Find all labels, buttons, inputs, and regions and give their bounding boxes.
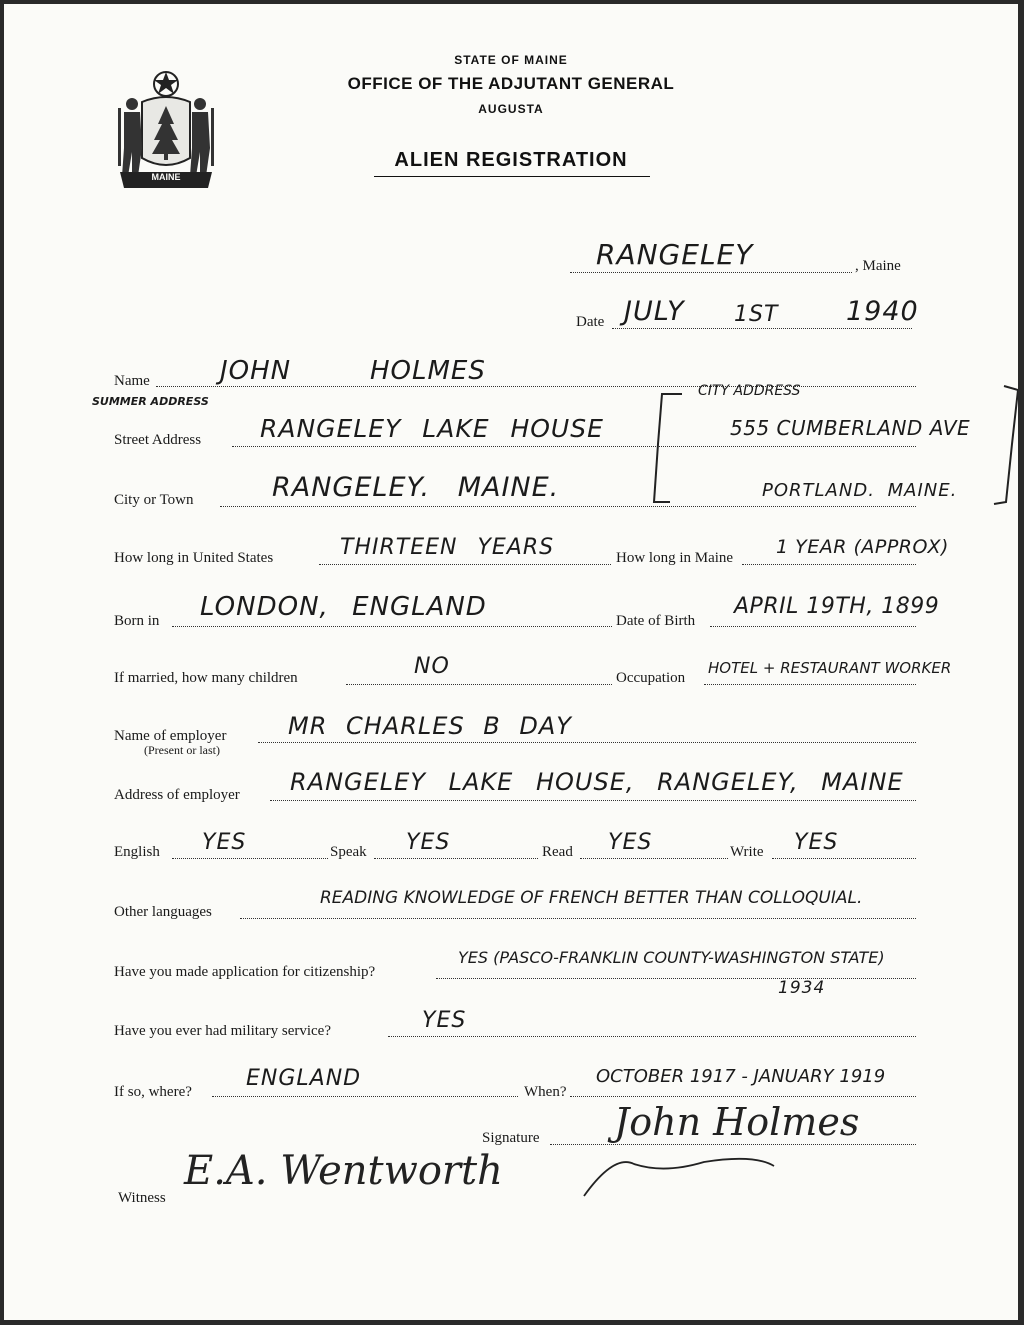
speak-value: YES — [406, 830, 451, 855]
signature-flourish — [574, 1144, 814, 1204]
dob-line — [710, 626, 916, 627]
other-lang-label: Other languages — [114, 904, 212, 920]
city-value: RANGELEY. MAINE. — [272, 472, 560, 503]
maine-long-label: How long in Maine — [616, 550, 734, 566]
employer-addr-value: RANGELEY LAKE HOUSE, RANGELEY, MAINE — [290, 768, 904, 796]
employer-addr-label: Address of employer — [114, 787, 240, 803]
citizenship-value: YES (PASCO-FRANKLIN COUNTY-WASHINGTON STATE) — [458, 948, 885, 967]
write-value: YES — [794, 830, 839, 855]
english-value: YES — [202, 830, 247, 855]
city-address-tag: CITY ADDRESS — [698, 383, 801, 399]
military-value: YES — [422, 1008, 467, 1033]
dob-label: Date of Birth — [616, 613, 696, 629]
date-day: 1ST — [734, 302, 779, 327]
seal-banner-text: MAINE — [151, 172, 181, 182]
occupation-value: HOTEL + RESTAURANT WORKER — [708, 659, 952, 677]
us-long-value: THIRTEEN YEARS — [340, 535, 555, 560]
write-label: Write — [730, 844, 764, 860]
employer-line — [258, 742, 916, 743]
born-line — [172, 626, 612, 627]
read-label: Read — [542, 844, 573, 860]
employer-note: (Present or last) — [144, 743, 220, 757]
city-label: City or Town — [114, 492, 194, 508]
town-line — [570, 272, 852, 273]
speak-label: Speak — [330, 844, 367, 860]
date-line — [612, 328, 912, 329]
us-long-line — [319, 564, 611, 565]
children-label: If married, how many children — [114, 670, 298, 686]
citizenship-line — [436, 978, 916, 979]
other-lang-value: READING KNOWLEDGE OF FRENCH BETTER THAN COLLOQUIAL. — [320, 888, 863, 908]
name-first: JOHN — [220, 356, 292, 386]
header-office: OFFICE OF THE ADJUTANT GENERAL — [347, 74, 675, 93]
citizenship-year: 1934 — [778, 978, 826, 998]
children-line — [346, 684, 612, 685]
street-label: Street Address — [114, 432, 202, 448]
town-value: RANGELEY — [596, 238, 754, 271]
english-line — [172, 858, 328, 859]
read-value: YES — [608, 830, 653, 855]
maine-long-line — [742, 564, 916, 565]
employer-label: Name of employer — [114, 728, 227, 744]
where-line — [212, 1096, 518, 1097]
title-underline — [374, 176, 650, 177]
when-label: When? — [524, 1084, 567, 1100]
dob-value: APRIL 19TH, 1899 — [734, 594, 940, 619]
where-value: ENGLAND — [246, 1066, 362, 1091]
signature-label: Signature — [482, 1130, 540, 1146]
military-label: Have you ever had military service? — [114, 1023, 331, 1039]
born-label: Born in — [114, 613, 160, 629]
city-city-value: PORTLAND. MAINE. — [762, 480, 958, 501]
date-month: JULY — [624, 296, 685, 327]
occupation-line — [704, 684, 916, 685]
witness-value: E.A. Wentworth — [184, 1148, 503, 1194]
street-value: RANGELEY LAKE HOUSE — [260, 414, 604, 443]
name-last: HOLMES — [370, 356, 486, 386]
date-year: 1940 — [846, 296, 919, 327]
when-line — [570, 1096, 916, 1097]
form-title: ALIEN REGISTRATION — [394, 149, 628, 171]
write-line — [772, 858, 916, 859]
alien-registration-form — [4, 4, 1018, 1320]
employer-addr-line — [270, 800, 916, 801]
read-line — [580, 858, 728, 859]
children-value: NO — [414, 654, 450, 679]
us-long-label: How long in United States — [114, 550, 274, 566]
signature-value: John Holmes — [614, 1100, 860, 1144]
address-brackets — [644, 384, 1018, 514]
occupation-label: Occupation — [616, 670, 686, 686]
english-label: English — [114, 844, 160, 860]
maine-label: , Maine — [855, 258, 901, 274]
maine-long-value: 1 YEAR (APPROX) — [776, 536, 949, 558]
city-street-value: 555 CUMBERLAND AVE — [730, 416, 971, 440]
header-state: STATE OF MAINE — [454, 53, 568, 67]
when-value: OCTOBER 1917 - JANUARY 1919 — [596, 1066, 886, 1087]
citizenship-label: Have you made application for citizenship? — [114, 964, 376, 980]
header-city: AUGUSTA — [478, 102, 544, 116]
employer-value: MR CHARLES B DAY — [288, 712, 572, 740]
military-line — [388, 1036, 916, 1037]
summer-address-tag: SUMMER ADDRESS — [92, 395, 209, 408]
other-lang-line — [240, 918, 916, 919]
born-value: LONDON, ENGLAND — [200, 592, 487, 622]
date-label: Date — [576, 314, 605, 330]
name-label: Name — [114, 373, 150, 389]
where-label: If so, where? — [114, 1084, 192, 1100]
speak-line — [374, 858, 538, 859]
witness-label: Witness — [118, 1190, 166, 1206]
